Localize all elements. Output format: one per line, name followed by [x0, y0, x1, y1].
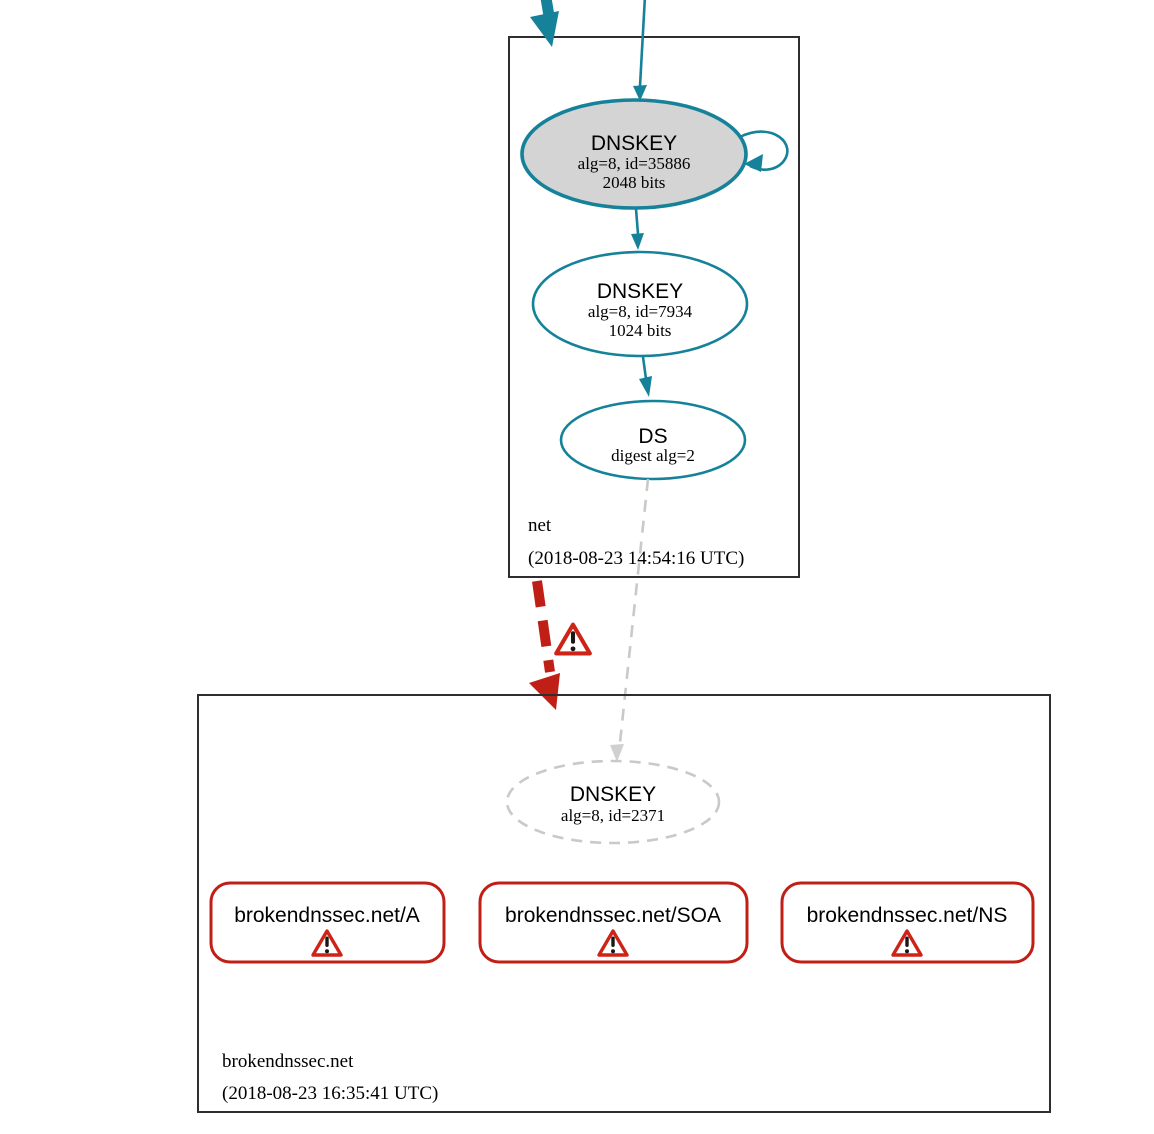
rrset-ns[interactable] — [782, 883, 1033, 962]
arrowhead — [530, 11, 559, 47]
edge-incoming-thin — [633, 0, 647, 101]
edge-ksk-zsk — [631, 209, 644, 250]
node-detail-bits: 1024 bits — [608, 321, 672, 340]
arrowhead — [610, 744, 624, 762]
node-detail: alg=8, id=35886 — [577, 154, 691, 173]
arrowhead — [639, 376, 652, 397]
edge-ds-dnskey-insecure — [610, 479, 648, 762]
node-detail: digest alg=2 — [611, 446, 695, 465]
node-detail: alg=8, id=7934 — [587, 302, 693, 321]
rrset-a-label: brokendnssec.net/A — [234, 904, 420, 927]
node-detail-bits: 2048 bits — [602, 173, 666, 192]
node-dnskey-35886[interactable] — [522, 100, 746, 208]
zone-brokendnssec-net — [198, 695, 1050, 1112]
node-dnskey-2371[interactable] — [507, 761, 719, 843]
node-dnskey-7934[interactable] — [533, 252, 747, 356]
warning-icon — [556, 625, 590, 654]
zone-timestamp: (2018-08-23 16:35:41 UTC) — [222, 1083, 439, 1104]
node-title: DNSKEY — [569, 783, 657, 806]
zone-name: net — [528, 515, 552, 536]
rrset-soa[interactable] — [480, 883, 747, 962]
node-title: DNSKEY — [596, 280, 684, 303]
node-title: DS — [638, 425, 668, 448]
rrset-soa-label: brokendnssec.net/SOA — [505, 904, 721, 927]
edge-zsk-ds — [639, 357, 652, 397]
zone-timestamp: (2018-08-23 14:54:16 UTC) — [528, 548, 745, 569]
zone-name: brokendnssec.net — [222, 1051, 354, 1072]
arrowhead — [529, 673, 560, 710]
rrset-a[interactable] — [211, 883, 444, 962]
arrowhead — [631, 233, 644, 250]
node-ds[interactable] — [561, 401, 745, 479]
node-title: DNSKEY — [590, 132, 678, 155]
rrset-ns-label: brokendnssec.net/NS — [806, 904, 1008, 927]
node-detail: alg=8, id=2371 — [560, 806, 666, 825]
edge-incoming-thick — [530, 0, 559, 47]
zone-net — [509, 0, 799, 577]
edge-delegation-bogus — [529, 581, 560, 710]
